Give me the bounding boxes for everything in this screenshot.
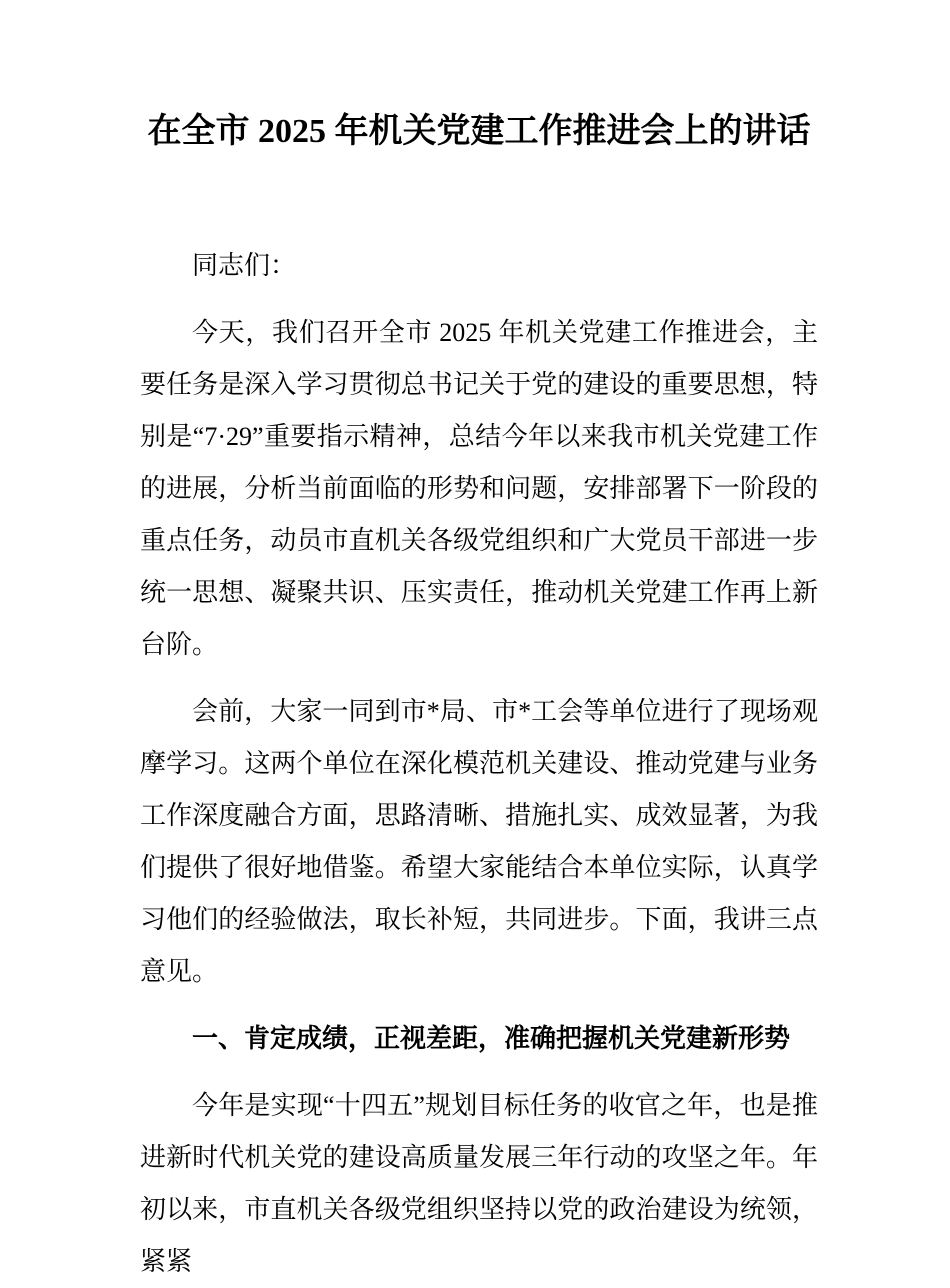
paragraph-3: 今年是实现“十四五”规划目标任务的收官之年，也是推进新时代机关党的建设高质量发展三年行动的攻坚之年。年初以来，市直机关各级党组织坚持以党的政治建设为统领，紧紧 xyxy=(140,1091,818,1276)
paragraph-1: 今天，我们召开全市 2025 年机关党建工作推进会，主要任务是深入学习贯彻总书记关于党的建设的重要思想，特别是“7·29”重要指示精神，总结今年以来我市机关党建工作的进展，分析当前面临的形势和问题，安排部署下一阶段的重点任务，动员市直机关各级党组织和广大党员干部进一步统一思想、凝聚共识、压实责任，推动机关党建工作再上新台阶。 xyxy=(140,318,818,659)
paragraph-2: 会前，大家一同到市*局、市*工会等单位进行了现场观摩学习。这两个单位在深化模范机关建设、推动党建与业务工作深度融合方面，思路清晰、措施扎实、成效显著，为我们提供了很好地借鉴。希望大家能结合本单位实际，认真学习他们的经验做法，取长补短，共同进步。下面，我讲三点意见。 xyxy=(140,697,818,986)
paragraph-salutation: 同志们： xyxy=(192,251,297,280)
document-title: 在全市 2025 年机关党建工作推进会上的讲话 xyxy=(147,113,811,150)
section-heading-1: 一、肯定成绩，正视差距，准确把握机关党建新形势 xyxy=(192,1024,791,1054)
